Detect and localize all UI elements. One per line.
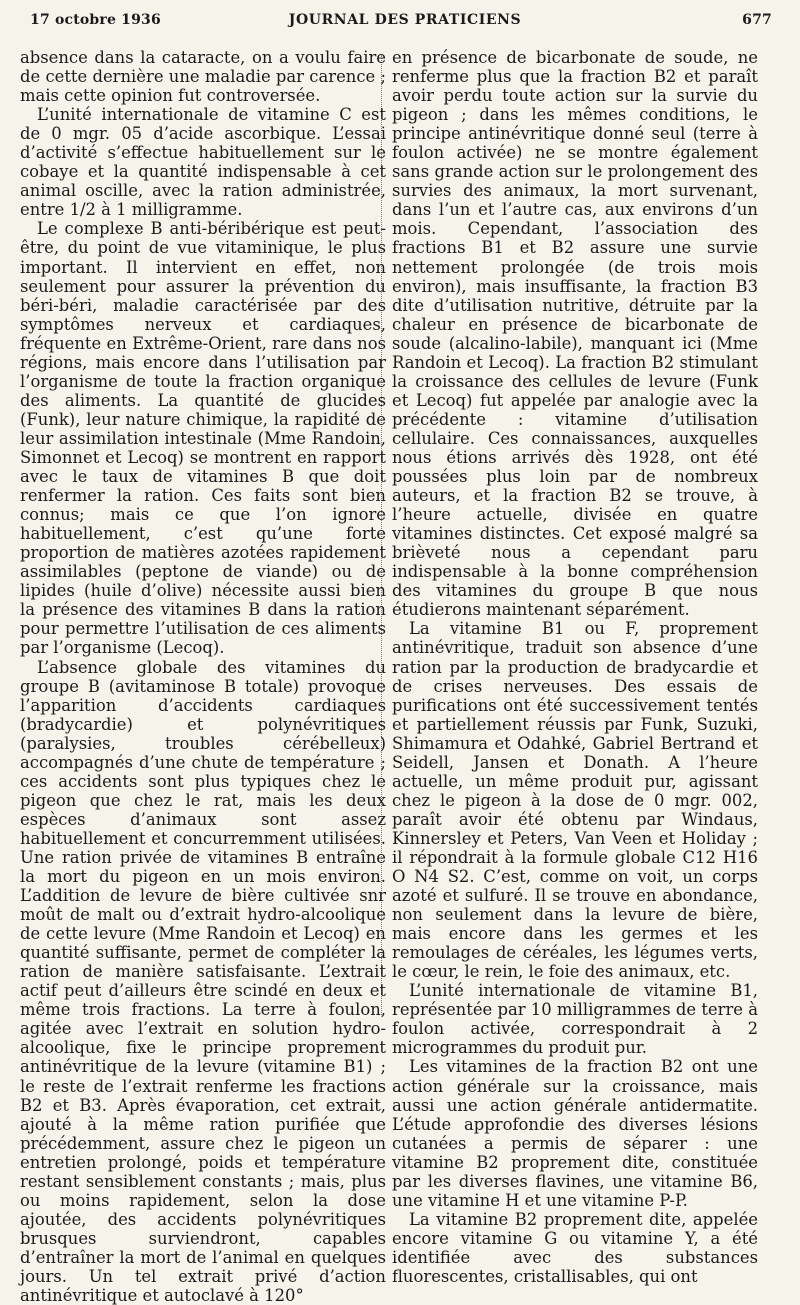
paragraph: absence dans la cataracte, on a voulu faire de cette dernière une maladie par carence ; mais cette opinion fut controversée. (20, 48, 386, 105)
paragraph: L’unité internationale de vitamine C est de 0 mgr. 05 d’acide ascorbique. L’essai d’activité s’effectue habituellement sur le cobaye et la quantité indispensable à cet animal oscille, avec la ration administrée, entre 1/2 à 1 milligramme. (20, 105, 386, 219)
paragraph: Le complexe B anti-béribérique est peut-être, du point de vue vitaminique, le plus important. Il intervient en effet, non seulement pour assurer la prévention du béri-béri, maladie caractérisée par des symptômes nerveux et cardiaques, fréquente en Extrême-Orient, rare dans nos régions, mais encore dans l’utilisation par l’organisme de toute la fraction organique des aliments. La quantité de glucides (Funk), leur nature chimique, la rapidité de leur assimilation intestinale (Mme Randoin, Simonnet et Lecoq) se montrent en rapport avec le taux de vitamines B que doit renfermer la ration. Ces faits sont bien connus; mais ce que l’on ignore habituellement, c’est qu’une forte proportion de matières azotées rapidement assimilables (peptone de viande) ou de lipides (huile d’olive) nécessite aussi bien la présence des vitamines B dans la ration pour permettre l’utilisation de ces aliments par l’organisme (Lecoq). (20, 219, 386, 657)
paragraph: La vitamine B1 ou F, proprement antinévritique, traduit son absence d’une ration par la production de bradycardie et de crises nerveuses. Des essais de purifications ont été successivement tentés et partiellement réussis par Funk, Suzuki, Shimamura et Odahké, Gabriel Bertrand et Seidell, Jansen et Donath. A l’heure actuelle, un même produit pur, agissant chez le pigeon à la dose de 0 mgr. 002, paraît avoir été obtenu par Windaus, Kinnersley et Peters, Van Veen et Holiday ; il répondrait à la formule globale C12 H16 O N4 S2. C’est, comme on voit, un corps azoté et sulfuré. Il se trouve en abondance, non seulement dans la levure de bière, mais encore dans les germes et les remoulages de céréales, les légumes verts, le cœur, le rein, le foie des animaux, etc. (392, 619, 758, 981)
page-number: 677 (742, 12, 772, 28)
page-header (30, 12, 780, 34)
issue-date: 17 octobre 1936 (30, 12, 161, 28)
paragraph: La vitamine B2 proprement dite, appelée encore vitamine G ou vitamine Y, a été identifiée avec des substances fluorescentes, cristallisables, qui ont (392, 1210, 758, 1286)
paragraph: L’absence globale des vitamines du groupe B (avitaminose B totale) provoque l’apparition d’accidents cardiaques (bradycardie) et polynévritiques (paralysies, troubles cérébelleux) accompagnés d’une chute de température ; ces accidents sont plus typiques chez le pigeon que chez le rat, mais les deux espèces d’animaux sont assez habituellement et concurremment utilisées. Une ration privée de vitamines B entraîne la mort du pigeon en un mois environ. L’addition de levure de bière cultivée snr moût de malt ou d’extrait hydro-alcoolique de cette levure (Mme Randoin et Lecoq) en quantité suffisante, permet de compléter la ration de manière satisfaisante. L’extrait actif peut d’ailleurs être scindé en deux et même trois fractions. La terre à foulon, agitée avec l’extrait en solution hydro-alcoolique, fixe le principe proprement antinévritique de la levure (vitamine B1) ; le reste de l’extrait renferme les fractions B2 et B3. Après évaporation, cet extrait, ajouté à la même ration purifiée que précédemment, assure chez le pigeon un entretien prolongé, poids et température restant sensiblement constants ; mais, plus ou moins rapidement, selon la dose ajoutée, des accidents polynévritiques brusques surviendront, capables d’entraîner la mort de l’animal en quelques jours. Un tel extrait privé d’action antinévritique et autoclavé à 120° (20, 658, 386, 1305)
journal-title: JOURNAL DES PRATICIENS (30, 12, 780, 28)
paragraph: en présence de bicarbonate de soude, ne renferme plus que la fraction B2 et paraît avoir perdu toute action sur la survie du pigeon ; dans les mêmes conditions, le principe antinévritique donné seul (terre à foulon activée) ne se montre également sans grande action sur le prolongement des survies des animaux, la mort survenant, dans l’un et l’autre cas, aux environs d’un mois. Cependant, l’association des fractions B1 et B2 assure une survie nettement prolongée (de trois mois environ), mais insuffisante, la fraction B3 dite d’utilisation nutritive, détruite par la chaleur en présence de bicarbonate de soude (alcalino-labile), manquant ici (Mme Randoin et Lecoq). La fraction B2 stimulant la croissance des cellules de levure (Funk et Lecoq) fut appelée par analogie avec la précédente : vitamine d’utilisation cellulaire. Ces connaissances, auxquelles nous étions arrivés dès 1928, ont été poussées plus loin par de nombreux auteurs, et la fraction B2 se trouve, à l’heure actuelle, divisée en quatre vitamines distinctes. Cet exposé malgré sa brièveté nous a cependant paru indispensable à la bonne compréhension des vitamines du groupe B que nous étudierons maintenant séparément. (392, 48, 758, 619)
paragraph: Les vitamines de la fraction B2 ont une action générale sur la croissance, mais aussi une action générale antidermatite. L’étude approfondie des diverses lésions cutanées a permis de séparer : une vitamine B2 proprement dite, constituée par les diverses flavines, une vitamine B6, une vitamine H et une vitamine P-P. (392, 1057, 758, 1209)
left-column (20, 48, 386, 1305)
right-column (392, 48, 758, 1286)
paragraph: L’unité internationale de vitamine B1, représentée par 10 milligrammes de terre à foulon activée, correspondrait à 2 microgrammes du produit pur. (392, 981, 758, 1057)
